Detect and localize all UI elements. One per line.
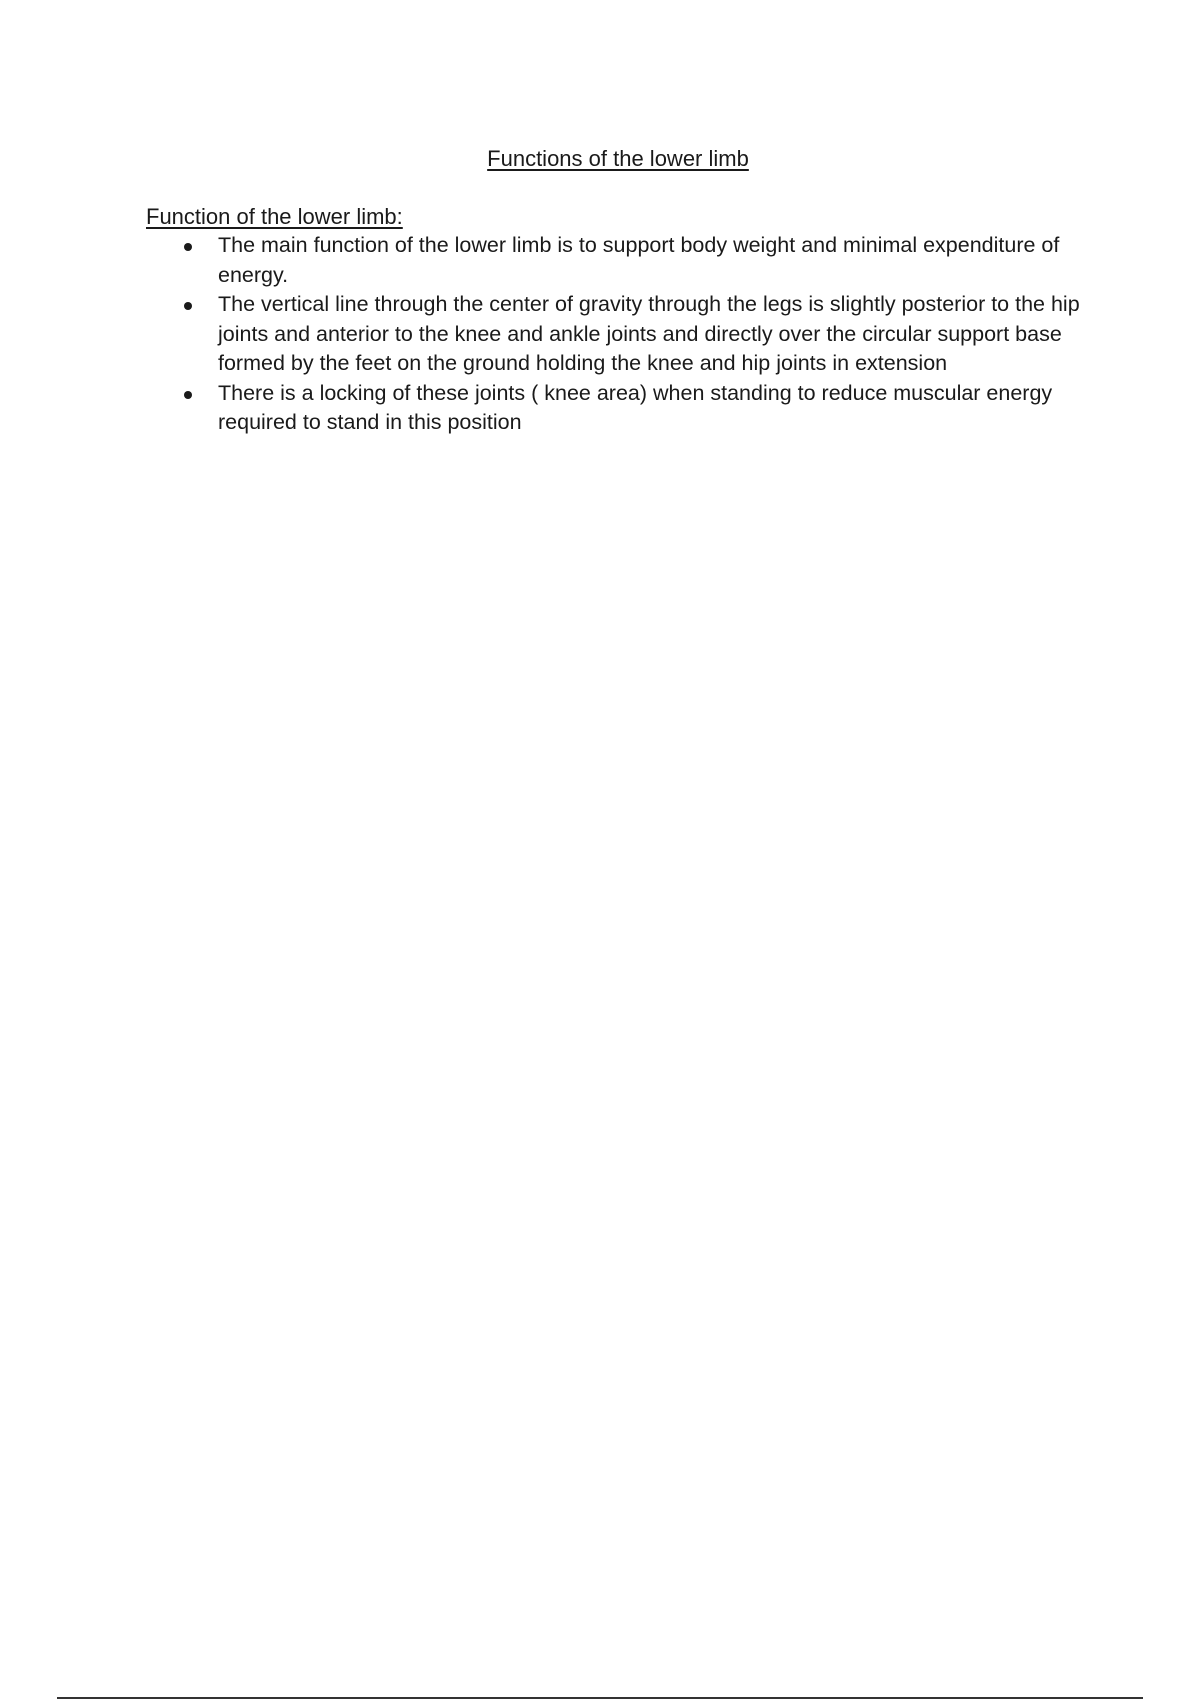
bullet-icon	[184, 243, 192, 251]
section-heading: Function of the lower limb:	[146, 204, 403, 229]
bottom-divider	[57, 1697, 1143, 1699]
document-title: Functions of the lower limb	[487, 146, 749, 171]
bullet-list	[146, 231, 1101, 438]
bullet-icon	[184, 391, 192, 399]
bullet-text: The main function of the lower limb is to support body weight and minimal expenditure of energy.	[218, 233, 1060, 287]
list-item	[146, 231, 1101, 290]
list-item	[146, 379, 1101, 438]
list-item	[146, 290, 1101, 379]
bullet-text: The vertical line through the center of gravity through the legs is slightly posterior to the hip joints and anterior to the knee and ankle joints and directly over the circular support base formed by the feet on the ground holding the knee and hip joints in extension	[218, 292, 1080, 375]
bullet-text: There is a locking of these joints ( knee area) when standing to reduce muscular energy required to stand in this position	[218, 380, 1053, 434]
bullet-icon	[184, 302, 192, 310]
